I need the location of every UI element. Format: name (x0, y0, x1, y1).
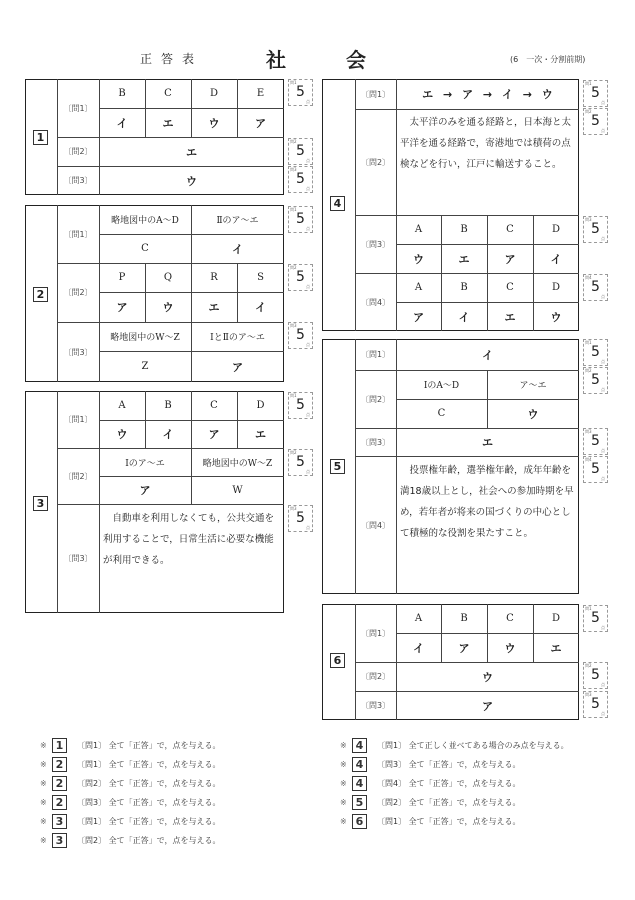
question-label: 〔問3〕 (360, 437, 391, 447)
answer-header: B (460, 282, 468, 293)
answer-cell: エ (482, 436, 493, 449)
answer-cell: ア (504, 252, 516, 266)
answer-header: P (118, 272, 126, 283)
grading-note: ※ 1 〔問1〕 全て「正答」で，点を与える。 (40, 738, 221, 752)
answer-header: Ⅱのア～エ (216, 216, 259, 226)
grading-note: ※ 2 〔問1〕 全て「正答」で，点を与える。 (40, 757, 221, 771)
answer-header: A (414, 224, 423, 235)
answer-cell: イ (162, 428, 174, 441)
answer-header: A (414, 282, 423, 293)
score-box: 問1 5 点 (288, 206, 313, 233)
answer-cell: ア (139, 484, 151, 497)
question-label: 〔問4〕 (360, 297, 391, 307)
answer-cell: エ (208, 301, 220, 314)
section-number: 1 (33, 130, 48, 145)
grading-note: ※ 3 〔問2〕 全て「正答」で，点を与える。 (40, 833, 221, 847)
score-box: 問1 5 点 (583, 339, 608, 366)
answer-cell: ア (116, 301, 128, 314)
answer-cell: ア (208, 428, 220, 441)
answer-header: D (551, 282, 561, 293)
question-label: 〔問1〕 (63, 415, 93, 424)
score-box: 問3 5 点 (583, 691, 608, 718)
answer-cell: ウ (162, 301, 174, 314)
question-label: 〔問2〕 (360, 394, 391, 404)
answer-cell: ウ (413, 252, 424, 266)
answer-cell: イ (458, 310, 470, 324)
score-box: 問3 5 点 (288, 322, 313, 349)
question-label: 〔問1〕 (63, 229, 93, 239)
section-number: 6 (330, 653, 345, 668)
answer-cell: ウ (527, 407, 539, 421)
score-box: 問3 5 点 (288, 505, 313, 532)
essay-answer: 投票権年齢，選挙権年齢，成年年齢を満18歳以上とし，社会への参加時期を早め，若年者が将来の国づくりの中心として積極的な役割を果たすこと。 (400, 465, 574, 539)
answer-header: B (164, 400, 172, 411)
answer-header: D (256, 400, 265, 411)
question-label: 〔問2〕 (63, 471, 93, 481)
answer-cell: ウ (208, 116, 220, 130)
answer-header: Ⅰのア～エ (125, 458, 165, 469)
score-box: 問1 5 点 (583, 605, 608, 632)
answer-header: D (551, 613, 561, 624)
score-box: 問4 5 点 (583, 456, 608, 483)
question-label: 〔問1〕 (63, 103, 93, 113)
section-number: 4 (330, 196, 345, 211)
grading-note: ※ 6 〔問1〕 全て「正答」で，点を与える。 (340, 814, 521, 828)
answer-cell: イ (413, 641, 424, 655)
answer-cell: ウ (550, 310, 562, 324)
answer-cell: ウ (504, 641, 516, 655)
essay-answer: 太平洋のみを通る経路と，日本海と太平洋を通る経路で，寄港地では積荷の点検などを行い，江戸に輸送すること。 (400, 117, 572, 170)
exam-subtitle: (6 一次・分割前期) (510, 55, 586, 64)
score-box: 問2 5 点 (583, 662, 608, 689)
answer-header: C (506, 282, 514, 293)
grading-note: ※ 2 〔問3〕 全て「正答」で，点を与える。 (40, 795, 221, 809)
question-label: 〔問1〕 (360, 350, 391, 359)
grading-note: ※ 4 〔問4〕 全て「正答」で，点を与える。 (340, 776, 521, 790)
score-box: 問1 5 点 (288, 392, 313, 419)
question-label: 〔問2〕 (360, 672, 391, 681)
section-number: 3 (33, 496, 48, 511)
score-box: 問2 5 点 (288, 138, 313, 165)
answer-cell: イ (255, 301, 266, 314)
essay-answer: 自動車を利用しなくても，公共交通を利用することで，日常生活に必要な機能が利用できる。 (103, 513, 275, 566)
grading-note: ※ 5 〔問2〕 全て「正答」で，点を与える。 (340, 795, 521, 809)
answer-header: C (210, 400, 218, 411)
grading-note: ※ 3 〔問1〕 全て「正答」で，点を与える。 (40, 814, 221, 828)
section-number: 5 (330, 459, 345, 474)
answer-cell: ア (458, 641, 470, 655)
answer-header: A (414, 613, 423, 624)
answer-cell: エ (186, 145, 197, 159)
answer-header: Q (163, 272, 173, 283)
answer-header: 略地図中のA～D (111, 216, 179, 226)
answer-cell: エ (504, 310, 516, 324)
score-box: 問4 5 点 (583, 274, 608, 301)
answer-cell: イ (550, 252, 562, 266)
question-label: 〔問3〕 (360, 239, 391, 249)
score-box: 問1 5 点 (288, 79, 313, 106)
answer-header: ⅠのA～D (423, 381, 460, 391)
answer-header: A (118, 400, 126, 411)
question-label: 〔問2〕 (360, 157, 391, 167)
answer-header: D (551, 224, 561, 235)
answer-cell: ウ (116, 428, 128, 441)
question-label: 〔問3〕 (63, 347, 93, 357)
question-label: 〔問3〕 (63, 554, 93, 563)
score-box: 問3 5 点 (288, 166, 313, 193)
answer-cell: イ (482, 348, 493, 362)
answer-cell: エ (458, 252, 470, 266)
answer-cell: エ (162, 116, 174, 130)
answer-cell: イ (232, 242, 243, 256)
section-number: 2 (33, 287, 48, 302)
answer-header: C (506, 613, 514, 624)
question-label: 〔問3〕 (360, 701, 391, 710)
score-box: 問3 5 点 (583, 428, 608, 455)
answer-header: 略地図中のW～Z (202, 458, 273, 469)
question-label: 〔問1〕 (360, 89, 391, 99)
answer-cell: イ (116, 116, 128, 130)
answer-cell: エ → ア → イ → ウ (422, 88, 553, 101)
answer-cell: ア (413, 310, 424, 324)
answer-header: R (210, 272, 218, 283)
grading-note: ※ 4 〔問3〕 全て「正答」で，点を与える。 (340, 757, 521, 771)
answer-cell: C (141, 243, 149, 254)
question-label: 〔問2〕 (63, 147, 93, 156)
score-box: 問2 5 点 (583, 108, 608, 135)
answer-header: C (164, 88, 172, 99)
question-label: 〔問1〕 (360, 628, 391, 638)
answer-header: 略地図中のW～Z (110, 333, 180, 343)
subject-title-2: 会 (346, 48, 366, 72)
answer-cell: ウ (186, 174, 197, 188)
score-box: 問1 5 点 (583, 80, 608, 107)
answer-cell: エ (550, 641, 562, 655)
answer-cell: エ (255, 428, 266, 441)
answer-cell: W (232, 484, 243, 496)
score-box: 問3 5 点 (583, 216, 608, 243)
answer-header: B (118, 88, 126, 99)
answer-header: C (506, 224, 514, 235)
answer-header: B (460, 613, 468, 624)
question-label: 〔問3〕 (63, 176, 93, 185)
answer-sheet-label: 正答表 (140, 52, 204, 66)
answer-header: E (256, 88, 265, 99)
answer-header: S (257, 272, 264, 283)
answer-cell: Z (141, 361, 149, 372)
answer-cell: ア (232, 360, 243, 374)
score-box: 問2 5 点 (288, 264, 313, 291)
answer-header: ア～エ (519, 381, 547, 391)
answer-cell: ア (482, 699, 493, 713)
question-label: 〔問2〕 (63, 288, 93, 297)
subject-title-1: 社 (266, 48, 286, 72)
grading-note: ※ 2 〔問2〕 全て「正答」で，点を与える。 (40, 776, 221, 790)
answer-cell: C (437, 408, 446, 419)
grading-note: ※ 4 〔問1〕 全て正しく並べてある場合のみ点を与える。 (340, 738, 569, 752)
score-box: 問2 5 点 (583, 367, 608, 394)
question-label: 〔問4〕 (360, 520, 391, 530)
answer-header: ⅠとⅡのア～エ (210, 333, 265, 343)
score-box: 問2 5 点 (288, 449, 313, 476)
answer-cell: ア (255, 116, 266, 130)
answer-cell: ウ (482, 670, 493, 684)
answer-header: B (460, 224, 468, 235)
answer-header: D (209, 88, 219, 99)
